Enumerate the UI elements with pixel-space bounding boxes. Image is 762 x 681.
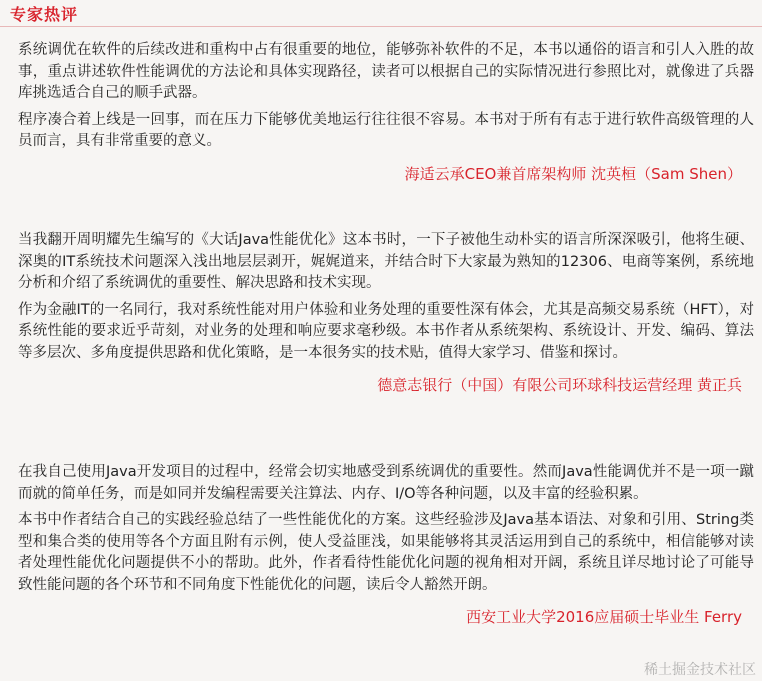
review-2-signature: 德意志银行（中国）有限公司环球科技运营经理 黄正兵 (377, 376, 742, 394)
watermark: 稀土掘金技术社区 (644, 662, 756, 678)
review-1 (18, 40, 754, 185)
review-1-paragraph-2: 程序凑合着上线是一回事，而在压力下能够优美地运行往往很不容易。本书对于所有有志于进行软件高级管理的人员而言，具有非常重要的意义。 (18, 111, 754, 149)
review-3-paragraph-1: 在我自己使用Java开发项目的过程中，经常会切实地感受到系统调优的重要性。然而Java性能调优并不是一项一蹴而就的简单任务，而是如同并发编程需要关注算法、内存、I/O等各种问题，以及丰富的经验积累。 (18, 464, 754, 502)
section-title: 专家热评 (10, 5, 79, 24)
section-header (0, 0, 762, 27)
review-2 (18, 230, 754, 396)
review-1-paragraph-1: 系统调优在软件的后续改进和重构中占有很重要的地位，能够弥补软件的不足，本书以通俗的语言和引人入胜的故事，重点讲述软件性能调优的方法论和具体实现路径，读者可以根据自己的实际情况进行参照比对，就像进了兵器库挑选适合自己的顺手武器。 (18, 42, 754, 101)
review-2-paragraph-2: 作为金融IT的一名同行，我对系统性能对用户体验和业务处理的重要性深有体会，尤其是高频交易系统（HFT），对系统性能的要求近乎苛刻，对业务的处理和响应要求毫秒级。本书作者从系统架构、系统设计、开发、编码、算法等多层次、多角度提供思路和优化策略，是一本很务实的技术贴，值得大家学习、借鉴和探讨。 (18, 301, 754, 361)
review-1-signature: 海适云承CEO兼首席架构师 沈英桓（Sam Shen） (404, 164, 742, 183)
review-3-signature: 西安工业大学2016应届硕士毕业生 Ferry (466, 608, 742, 626)
review-3-paragraph-2: 本书中作者结合自己的实践经验总结了一些性能优化的方案。这些经验涉及Java基本语法、对象和引用、String类型和集合类的使用等各个方面且附有示例，使人受益匪浅，如果能够将其灵活运用到自己的系统中，相信能够对读者处理性能优化问题提供不小的帮助。此外，作者看待性能优化问题的视角相对开阔，系统且详尽地讨论了可能导致性能问题的各个环节和不同角度下性能优化的问题，读后令人豁然开朗。 (18, 512, 754, 593)
review-3 (18, 462, 754, 628)
review-2-paragraph-1: 当我翻开周明耀先生编写的《大话Java性能优化》这本书时，一下子被他生动朴实的语言所深深吸引，他将生硬、深奥的IT系统技术问题深入浅出地层层剥开，娓娓道来，并结合时下大家最为熟知的12306、电商等案例，系统地分析和介绍了系统调优的重要性、解决思路和技术实现。 (18, 232, 754, 291)
